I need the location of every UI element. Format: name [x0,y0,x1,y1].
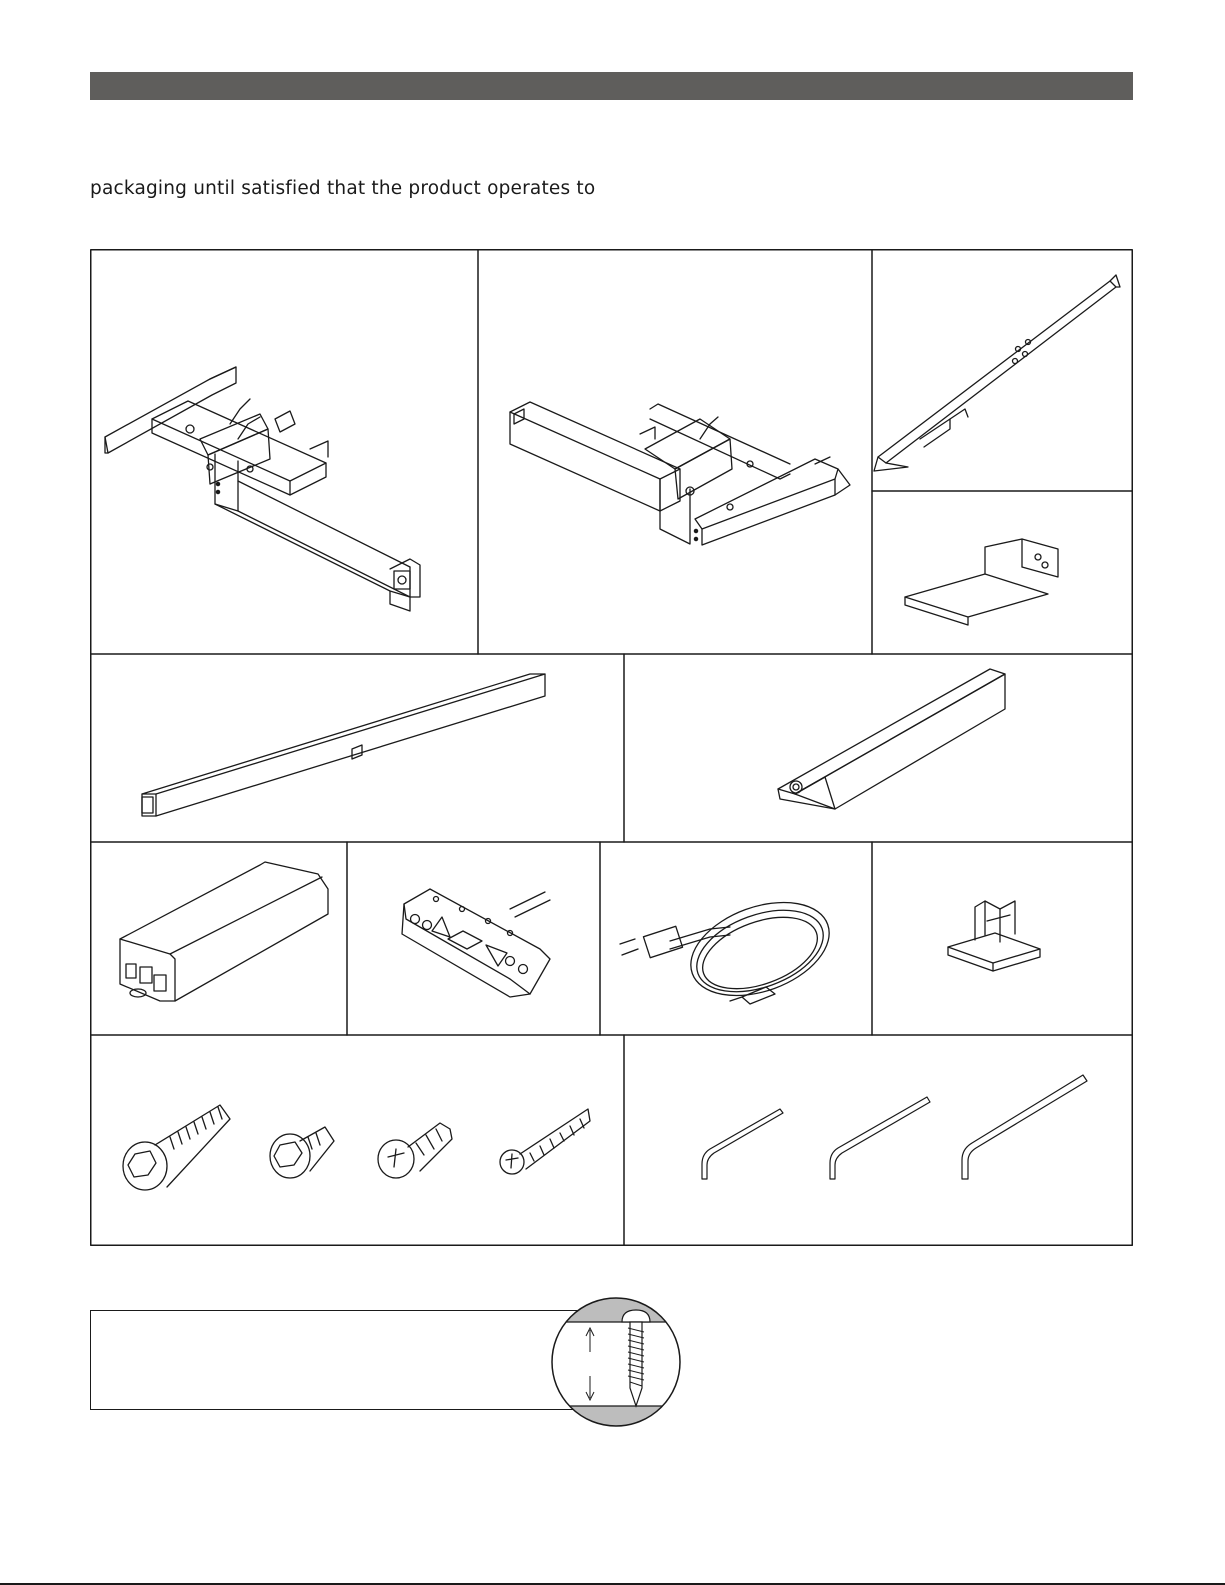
side-bracket-icon [874,275,1120,471]
screws-icon [123,1105,590,1190]
section-header-bar [90,72,1133,100]
parts-grid [90,249,1133,1246]
power-cord-icon [620,885,842,1013]
small-bracket-icon [905,539,1058,625]
control-box-icon [120,862,328,1001]
note-box [90,1310,595,1410]
hand-controller-icon [402,889,550,997]
screw-depth-detail-icon [550,1296,682,1428]
allen-keys-icon [702,1075,1087,1179]
foot-icon [778,669,1005,809]
cable-clip-icon [948,901,1040,971]
left-leg-frame-icon [105,367,420,611]
intro-text: packaging until satisfied that the product operates to [90,178,596,199]
right-leg-frame-icon [510,402,850,545]
crossbar-icon [142,674,545,816]
grid-lines [90,249,1133,1246]
